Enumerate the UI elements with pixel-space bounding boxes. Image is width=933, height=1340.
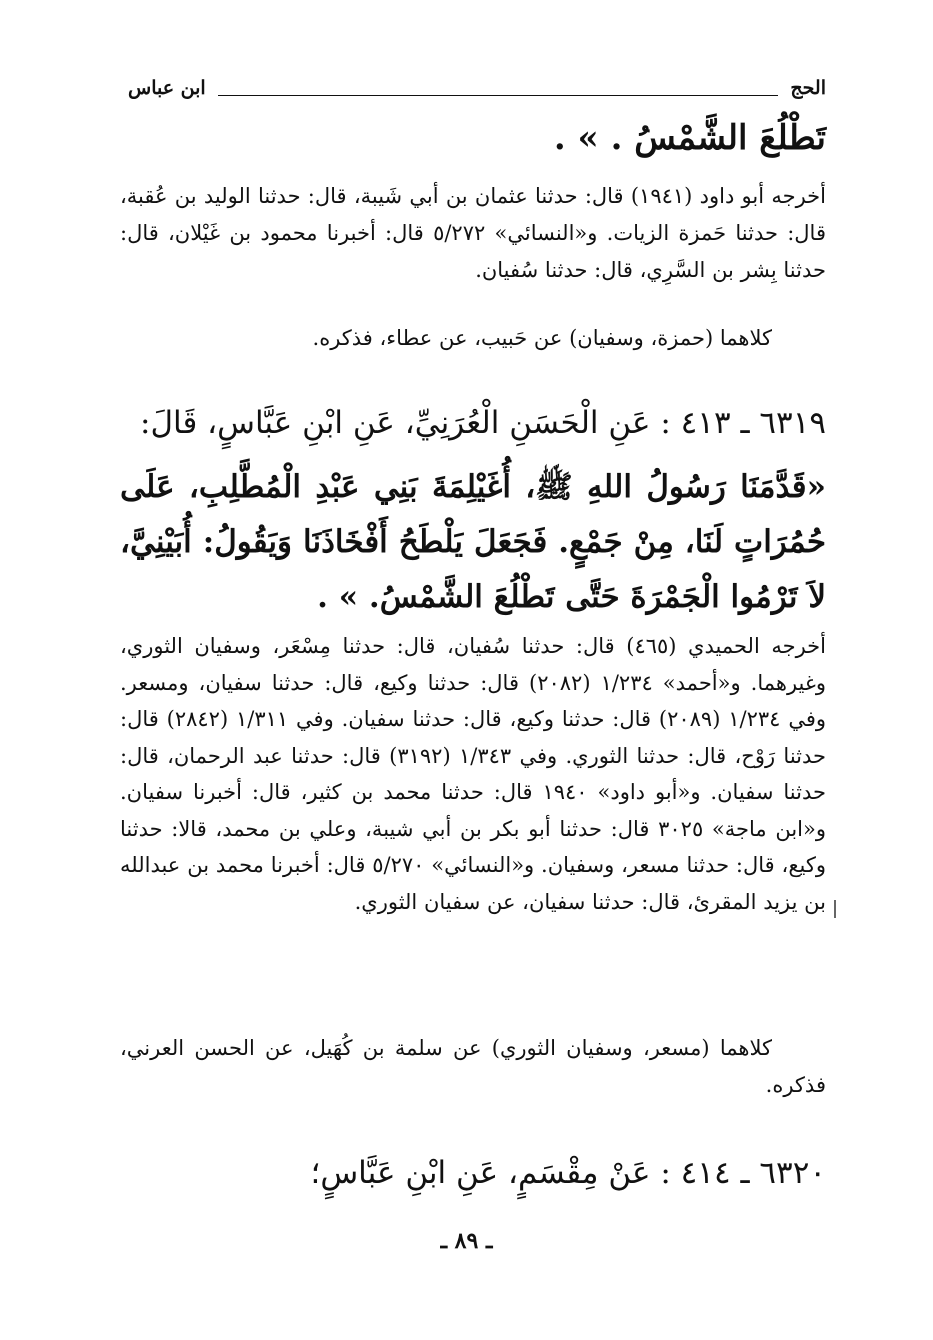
hadith-6319-matn: «قَدَّمَنَا رَسُولُ اللهِ ﷺ، أُغَيْلِمَةَ بَنِي عَبْدِ الْمُطَّلِبِ، عَلَى حُمُرَاتٍ لَنَا، مِنْ جَمْعٍ. فَجَعَلَ يَلْطَحُ أَفْخَاذَنَا وَيَقُولُ: أُبَيْنِيَّ، لاَ تَرْمُوا الْجَمْرَةَ حَتَّى تَطْلُعَ الشَّمْسُ. » . xyxy=(120,469,826,615)
header-chapter-title: الحج xyxy=(790,77,826,99)
hadith-6320-isnad: ٦٣٢٠ ـ ٤١٤ : عَنْ مِقْسَمٍ، عَنِ ابْنِ عَبَّاسٍ؛ xyxy=(310,1155,826,1191)
kilahuma-6319: كلاهما (مسعر، وسفيان الثوري) عن سلمة بن كُهَيل، عن الحسن العرني، فذكره. xyxy=(120,1036,826,1097)
margin-mark xyxy=(834,900,836,918)
takhrij-6318: أخرجه أبو داود (١٩٤١) قال: حدثنا عثمان بن أبي شَيبة، قال: حدثنا الوليد بن عُقبة، قال: حدثنا حَمزة الزيات. و«النسائي» ٥/٢٧٢ قال: أخبرنا محمود بن غَيْلان، قال: حدثنا بِشر بن السَّرِي، قال: حدثنا سُفيان. xyxy=(120,184,826,282)
hadith-6318-ending: تَطْلُعَ الشَّمْسُ . » . xyxy=(553,118,826,158)
kilahuma-6318: كلاهما (حمزة، وسفيان) عن حَبيب، عن عطاء، فذكره. xyxy=(312,326,772,350)
running-header xyxy=(128,68,826,108)
hadith-6319-isnad: ٦٣١٩ ـ ٤١٣ : عَنِ الْحَسَنِ الْعُرَنِيِّ، عَنِ ابْنِ عَبَّاسٍ، قَالَ: xyxy=(140,405,826,441)
header-musnad-title: ابن عباس xyxy=(128,77,206,99)
takhrij-6319: أخرجه الحميدي (٤٦٥) قال: حدثنا سُفيان، قال: حدثنا مِسْعَر، وسفيان الثوري، وغيرهما. و«أحمد» ١/٢٣٤ (٢٠٨٢) قال: حدثنا وكيع، قال: حدثنا سفيان، ومسعر. وفي ١/٢٣٤ (٢٠٨٩) قال: حدثنا وكيع، قال: حدثنا سفيان. وفي ١/٣١١ (٢٨٤٢) قال: حدثنا رَوْح، قال: حدثنا الثوري. وفي ١/٣٤٣ (٣١٩٢) قال: حدثنا عبد الرحمان، قال: حدثنا سفيان. و«أبو داود» ١٩٤٠ قال: حدثنا محمد بن كثير، قال: أخبرنا سفيان. و«ابن ماجة» ٣٠٢٥ قال: حدثنا أبو بكر بن أبي شيبة، وعلي بن محمد، قالا: حدثنا وكيع، قال: حدثنا مسعر، وسفيان. و«النسائي» ٥/٢٧٠ قال: أخبرنا محمد بن عبدالله بن يزيد المقرئ، قال: حدثنا سفيان، عن سفيان الثوري. xyxy=(120,634,827,914)
header-rule xyxy=(218,95,779,96)
page-number: ـ ٨٩ ـ xyxy=(440,1228,493,1254)
